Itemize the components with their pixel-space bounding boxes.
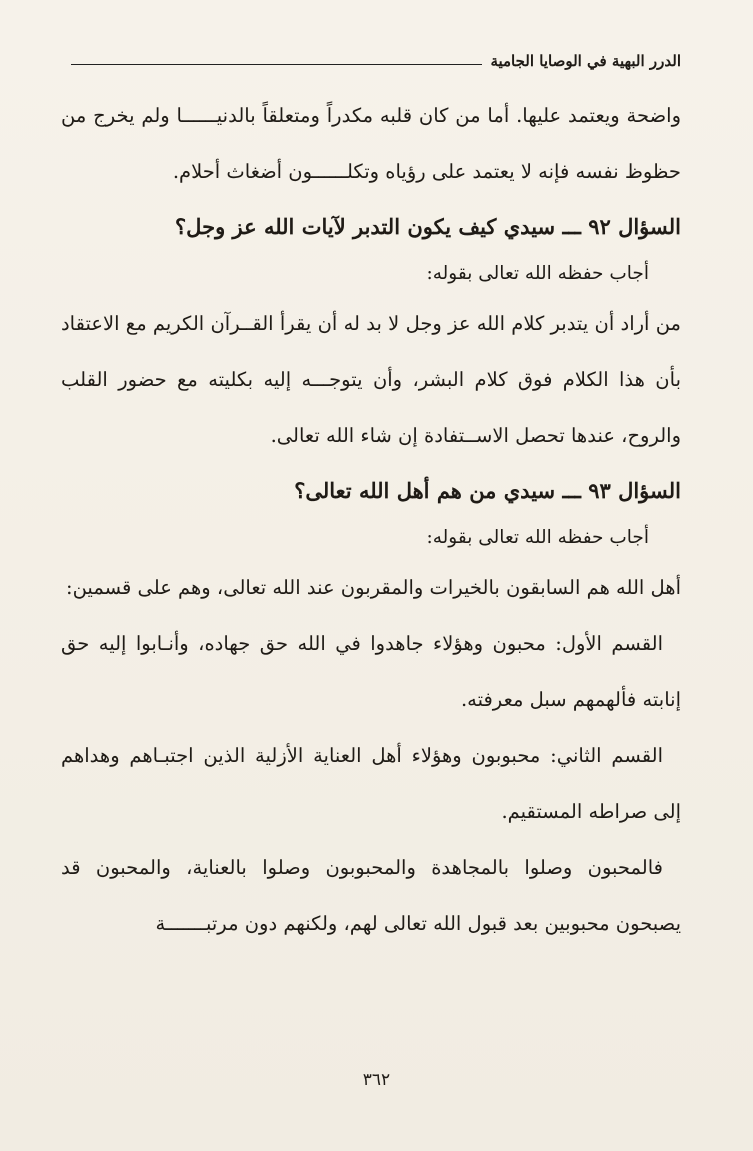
header-rule (71, 64, 482, 65)
question-93-answer: أهل الله هم السابقون بالخيرات والمقربون عند الله تعالى، وهم على قسمين: (66, 576, 681, 599)
question-93-heading: السؤال ٩٣ ـــ سيدي من هم أهل الله تعالى؟ (294, 478, 681, 503)
question-92-intro: أجاب حفظه الله تعالى بقوله: (426, 263, 649, 284)
closing-paragraph: فالمحبون وصلوا بالمجاهدة والمحبوبون وصلوا بالعناية، والمحبون قد يصبحون محبوبين بعد قبول الله تعالى لهم، ولكنهم دون مرتبـــــــة (61, 856, 681, 935)
part-one-paragraph: القسم الأول: محبون وهؤلاء جاهدوا في الله حق جهاده، وأنـابوا إليه حق إنابته فألهمهم سبل معرفته. (61, 632, 681, 711)
question-92-answer: من أراد أن يتدبر كلام الله عز وجل لا بد له أن يقرأ القــرآن الكريم مع الاعتقاد بأن هذا الكلام فوق كلام البشر، وأن يتوجـــه إليه بكليته مع حضور القلب والروح، عندها تحصل الاســتفادة إن شاء الله تعالى. (61, 312, 681, 447)
part-two-paragraph: القسم الثاني: محبوبون وهؤلاء أهل العناية الأزلية الذين اجتبـاهم وهداهم إلى صراطه المستقيم. (61, 744, 681, 823)
question-93-intro: أجاب حفظه الله تعالى بقوله: (426, 527, 649, 548)
page-body (61, 88, 681, 952)
page-number: ٣٦٢ (362, 1070, 391, 1090)
running-header (71, 50, 681, 72)
paragraph-continuation: واضحة ويعتمد عليها. أما من كان قلبه مكدراً ومتعلقاً بالدنيــــــا ولم يخرج من حظوظ نفسه فإنه لا يعتمد على رؤياه وتكلــــــون أضغاث أحلام. (61, 104, 681, 183)
header-title: الدرر البهية في الوصايا الجامية (490, 52, 681, 70)
question-92-heading: السؤال ٩٢ ـــ سيدي كيف يكون التدبر لآيات الله عز وجل؟ (175, 214, 681, 239)
